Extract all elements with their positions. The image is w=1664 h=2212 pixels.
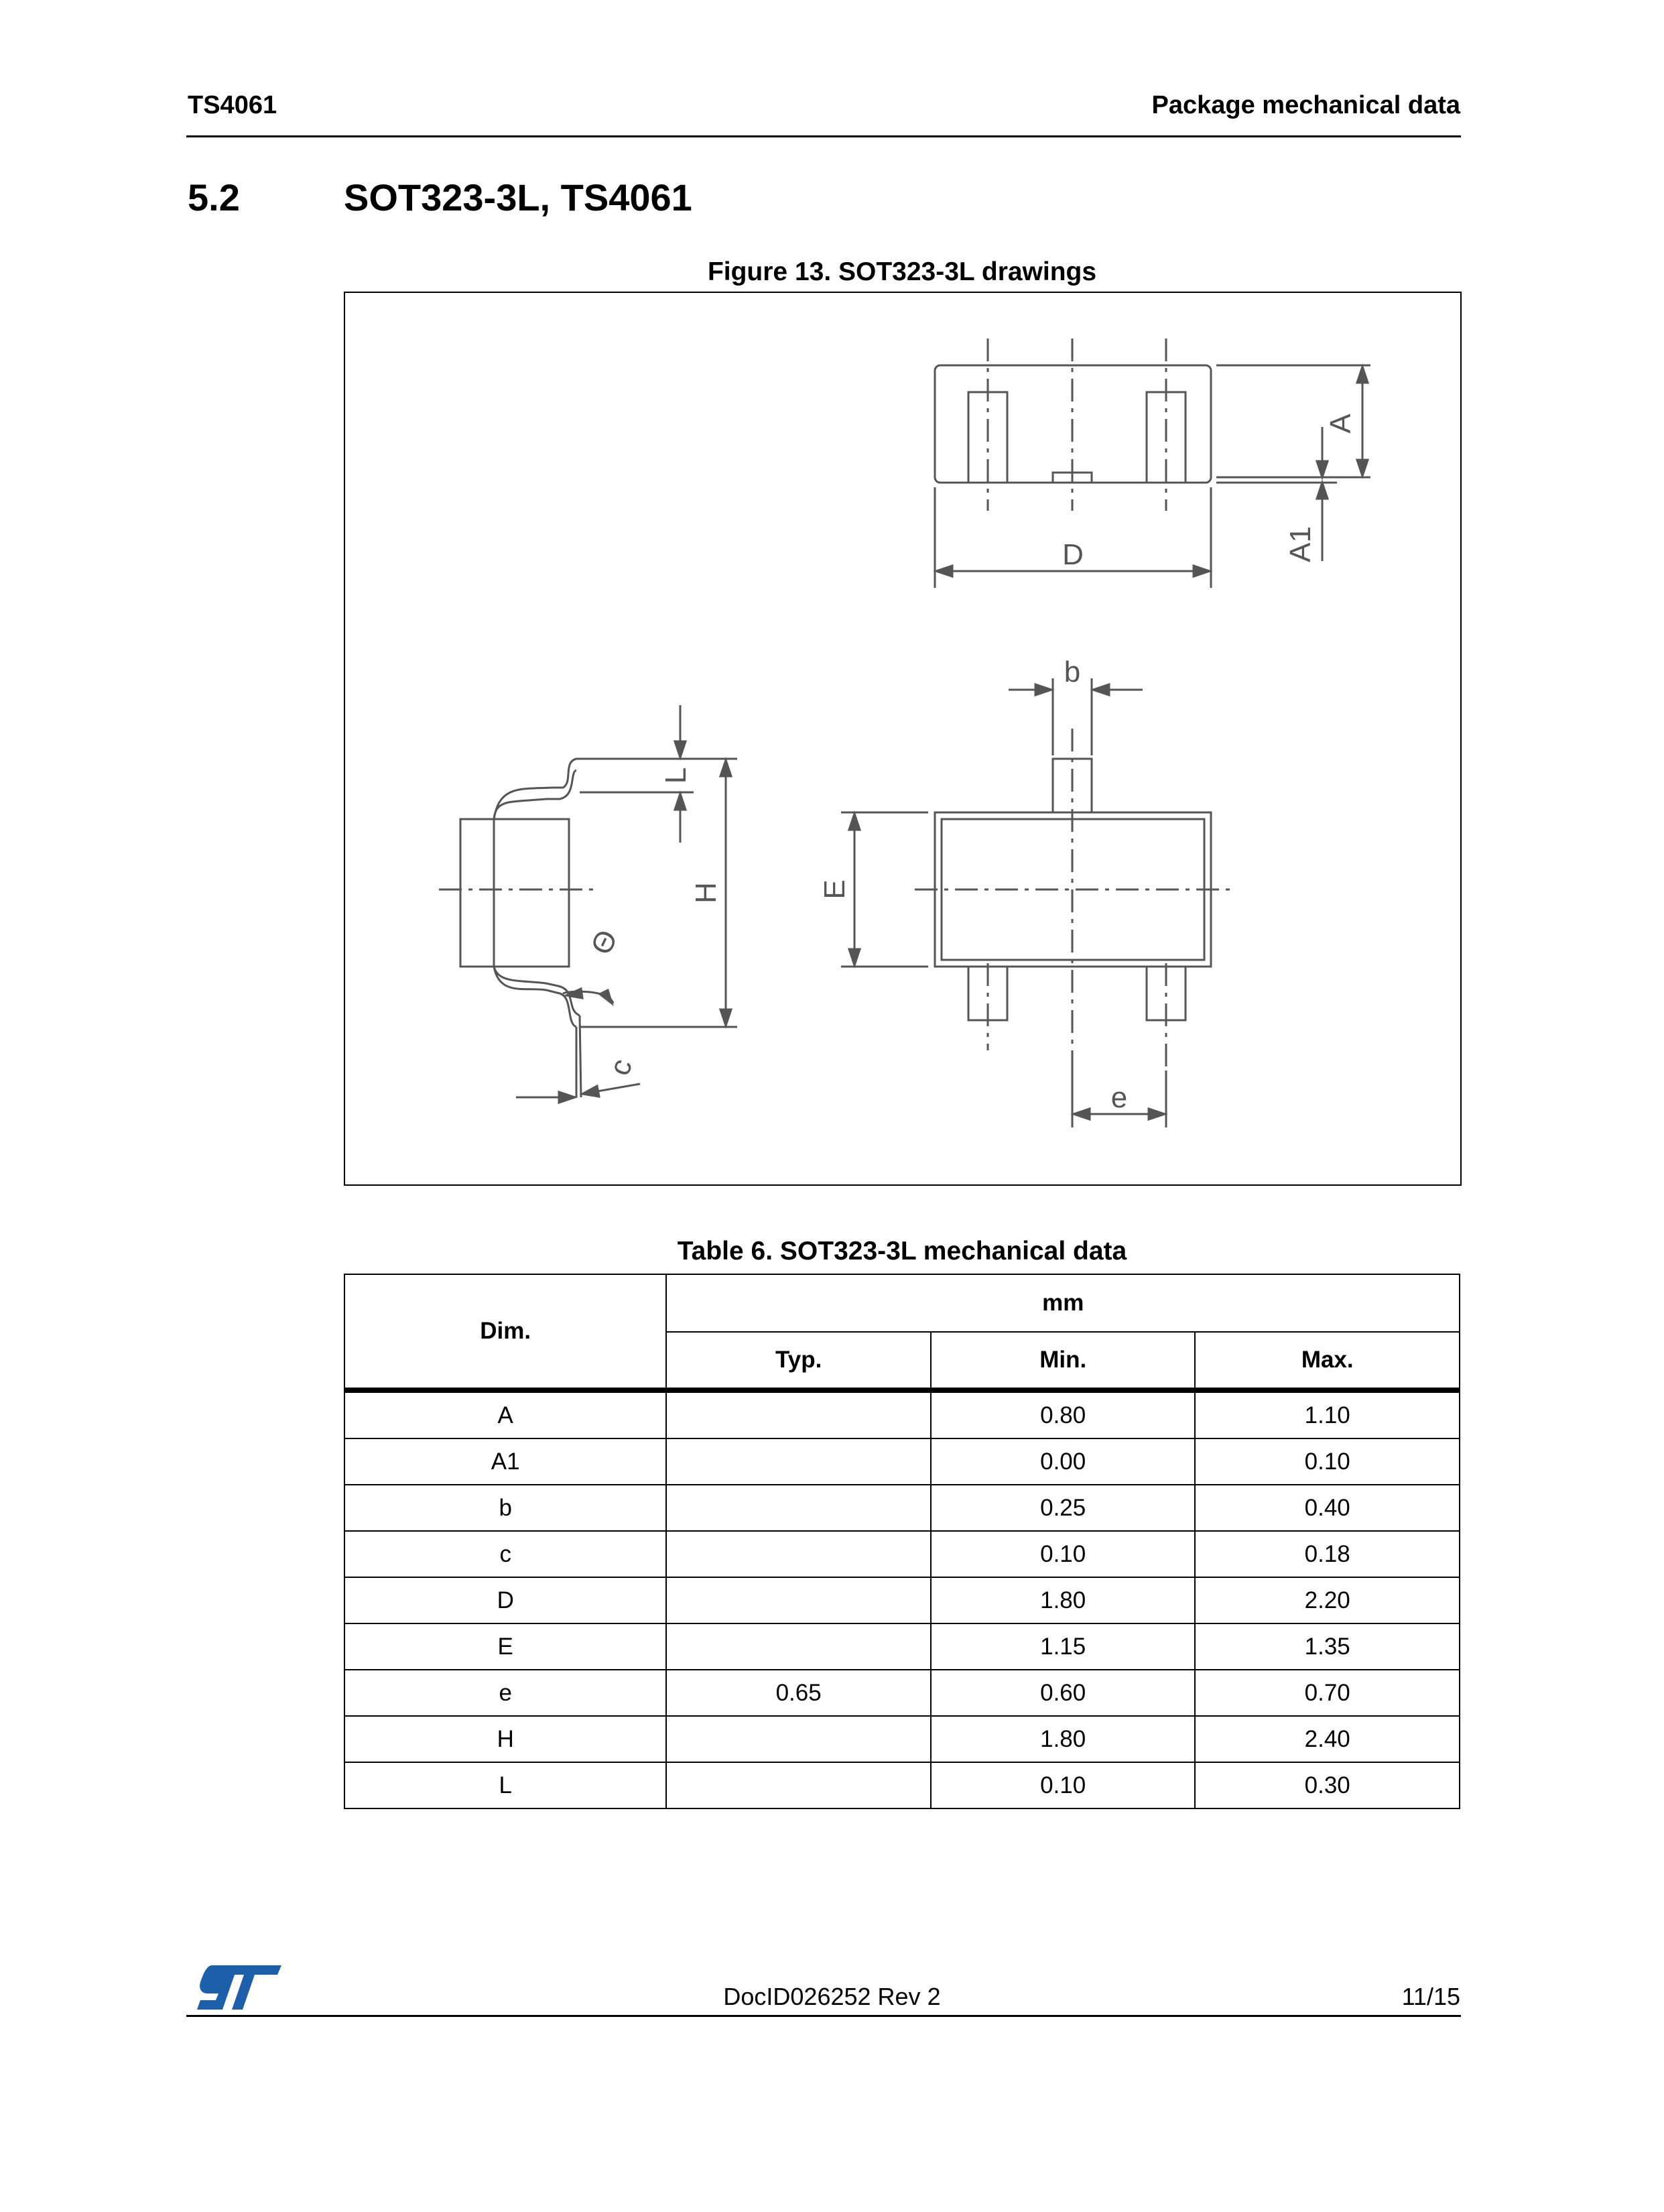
cell-typ (666, 1390, 931, 1438)
table-row (344, 1577, 1460, 1623)
cell-min: 1.80 (931, 1577, 1196, 1623)
cell-max: 0.18 (1195, 1531, 1460, 1577)
col-header-max: Max. (1195, 1332, 1460, 1390)
cell-dim: A1 (344, 1438, 666, 1485)
mechanical-data-table (344, 1274, 1460, 1809)
label-b: b (1064, 656, 1081, 688)
table-row (344, 1623, 1460, 1670)
cell-dim: D (344, 1577, 666, 1623)
header-section: Package mechanical data (1151, 91, 1460, 119)
col-header-typ: Typ. (666, 1332, 931, 1390)
cell-dim: L (344, 1762, 666, 1808)
label-c: c (602, 1054, 639, 1080)
cell-typ (666, 1577, 931, 1623)
table-row (344, 1670, 1460, 1716)
section-title: SOT323-3L, TS4061 (344, 176, 692, 219)
header-product: TS4061 (188, 91, 277, 119)
cell-typ (666, 1531, 931, 1577)
cell-dim: H (344, 1716, 666, 1762)
top-view (841, 678, 1233, 1127)
label-L: L (659, 767, 692, 784)
table-row (344, 1485, 1460, 1531)
table-row (344, 1762, 1460, 1808)
table-caption: Table 6. SOT323-3L mechanical data (677, 1237, 1127, 1266)
cell-max: 0.10 (1195, 1438, 1460, 1485)
table-row (344, 1390, 1460, 1438)
table-row (344, 1531, 1460, 1577)
cell-typ: 0.65 (666, 1670, 931, 1716)
cell-dim: e (344, 1670, 666, 1716)
cell-min: 0.10 (931, 1762, 1196, 1808)
cell-min: 0.10 (931, 1531, 1196, 1577)
figure-caption: Figure 13. SOT323-3L drawings (707, 257, 1097, 286)
cell-min: 1.15 (931, 1623, 1196, 1670)
cell-typ (666, 1485, 931, 1531)
label-e: e (1110, 1081, 1128, 1114)
label-H: H (690, 882, 722, 904)
table-row (344, 1438, 1460, 1485)
cell-typ (666, 1623, 931, 1670)
cell-max: 0.70 (1195, 1670, 1460, 1716)
cell-dim: A (344, 1390, 666, 1438)
cell-dim: c (344, 1531, 666, 1577)
cell-max: 2.40 (1195, 1716, 1460, 1762)
header-divider (186, 135, 1461, 137)
footer-doc-id: DocID026252 Rev 2 (723, 1983, 941, 2010)
section-number: 5.2 (188, 176, 240, 219)
cell-dim: b (344, 1485, 666, 1531)
cell-typ (666, 1438, 931, 1485)
cell-max: 0.30 (1195, 1762, 1460, 1808)
cell-max: 1.10 (1195, 1390, 1460, 1438)
cell-typ (666, 1716, 931, 1762)
cell-min: 0.80 (931, 1390, 1196, 1438)
label-theta: Θ (584, 925, 625, 960)
col-header-min: Min. (931, 1332, 1196, 1390)
cell-typ (666, 1762, 931, 1808)
footer-page-number: 11/15 (1401, 1983, 1460, 2010)
label-A: A (1324, 414, 1357, 434)
cell-max: 0.40 (1195, 1485, 1460, 1531)
cell-min: 0.25 (931, 1485, 1196, 1531)
cell-max: 1.35 (1195, 1623, 1460, 1670)
package-drawing (344, 292, 1462, 1186)
cell-min: 0.60 (931, 1670, 1196, 1716)
footer-divider (186, 2015, 1461, 2017)
label-A1: A1 (1284, 526, 1317, 562)
cell-max: 2.20 (1195, 1577, 1460, 1623)
col-header-unit: mm (666, 1274, 1460, 1332)
table-row (344, 1716, 1460, 1762)
label-E: E (818, 879, 851, 900)
cell-dim: E (344, 1623, 666, 1670)
cell-min: 1.80 (931, 1716, 1196, 1762)
cell-min: 0.00 (931, 1438, 1196, 1485)
label-D: D (1062, 538, 1084, 571)
col-header-dim: Dim. (344, 1274, 666, 1390)
